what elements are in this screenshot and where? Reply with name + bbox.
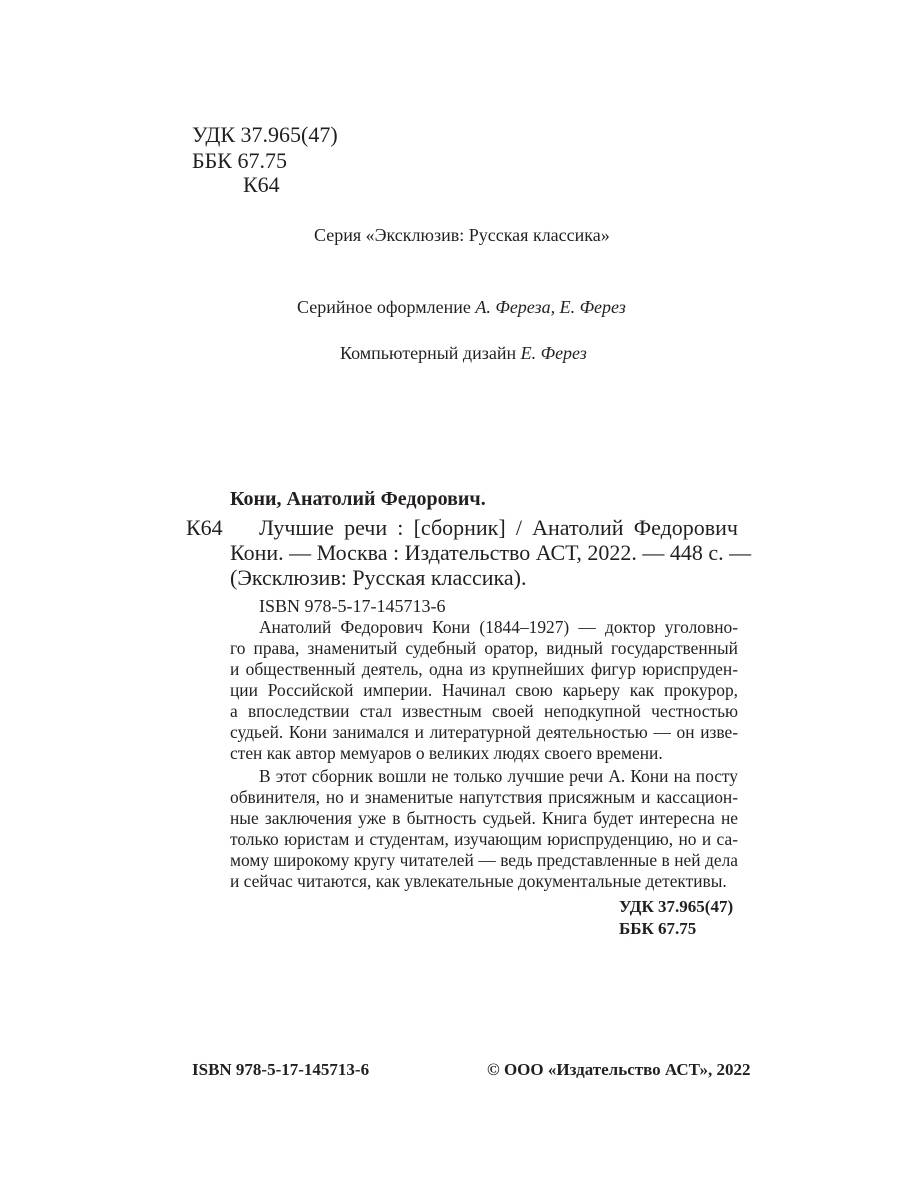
annotation-line: Анатолий Федорович Кони (1844–1927) — доктор уголовно- xyxy=(259,617,738,637)
catalog-description-line: Лучшие речи : [сборник] / Анатолий Федорович xyxy=(259,515,738,540)
catalog-isbn: ISBN 978-5-17-145713-6 xyxy=(259,596,446,616)
computer-design-label: Компьютерный дизайн xyxy=(340,343,517,363)
series-line: Серия «Эксклюзив: Русская классика» xyxy=(314,225,610,245)
annotation-line: стен как автор мемуаров о великих людях своего времени. xyxy=(230,743,663,763)
annotation-line: и общественный деятель, одна из крупнейших фигур юриспруден- xyxy=(230,659,738,679)
udk-code: УДК 37.965(47) xyxy=(192,122,338,147)
catalog-udk: УДК 37.965(47) xyxy=(619,897,734,916)
catalog-description-line: (Эксклюзив: Русская классика). xyxy=(230,565,527,590)
annotation-line: ные заключения уже в бытность судьей. Книга будет интересна не xyxy=(230,808,738,828)
bbk-code: ББК 67.75 xyxy=(192,148,287,173)
annotation-line: ции Российской империи. Начинал свою карьеру как прокурор, xyxy=(230,680,738,700)
annotation-line: В этот сборник вошли не только лучшие речи А. Кони на посту xyxy=(259,766,738,786)
annotation-line: только юристам и студентам, изучающим юриспруденцию, но и са- xyxy=(230,829,738,849)
catalog-bbk: ББК 67.75 xyxy=(619,919,697,938)
annotation-line: го права, знаменитый судебный оратор, видный государственный xyxy=(230,638,738,658)
footer-copyright: © ООО «Издательство АСТ», 2022 xyxy=(487,1060,751,1079)
footer-isbn: ISBN 978-5-17-145713-6 xyxy=(192,1060,370,1079)
author-mark: К64 xyxy=(243,172,280,197)
annotation-line: а впоследствии стал известным своей неподкупной честностью xyxy=(230,701,738,721)
annotation-line: обвинителя, но и знаменитые напутствия присяжным и кассацион- xyxy=(230,787,738,807)
computer-design-credit xyxy=(340,342,587,364)
series-design-credit xyxy=(297,296,626,318)
catalog-description-line: Кони. — Москва : Издательство АСТ, 2022. — 448 с. — xyxy=(230,540,752,565)
annotation-line: и сейчас читаются, как увлекательные документальные детективы. xyxy=(230,871,727,891)
series-design-label: Серийное оформление xyxy=(297,297,471,317)
computer-design-name: Е. Ферез xyxy=(520,343,587,363)
catalog-author-heading: Кони, Анатолий Федорович. xyxy=(230,488,486,510)
series-design-names: А. Фереза, Е. Ферез xyxy=(475,297,626,317)
annotation-line: судьей. Кони занимался и литературной деятельностью — он изве- xyxy=(230,722,738,742)
annotation-line: мому широкому кругу читателей — ведь представленные в ней дела xyxy=(230,850,738,870)
catalog-author-mark: К64 xyxy=(186,515,223,540)
